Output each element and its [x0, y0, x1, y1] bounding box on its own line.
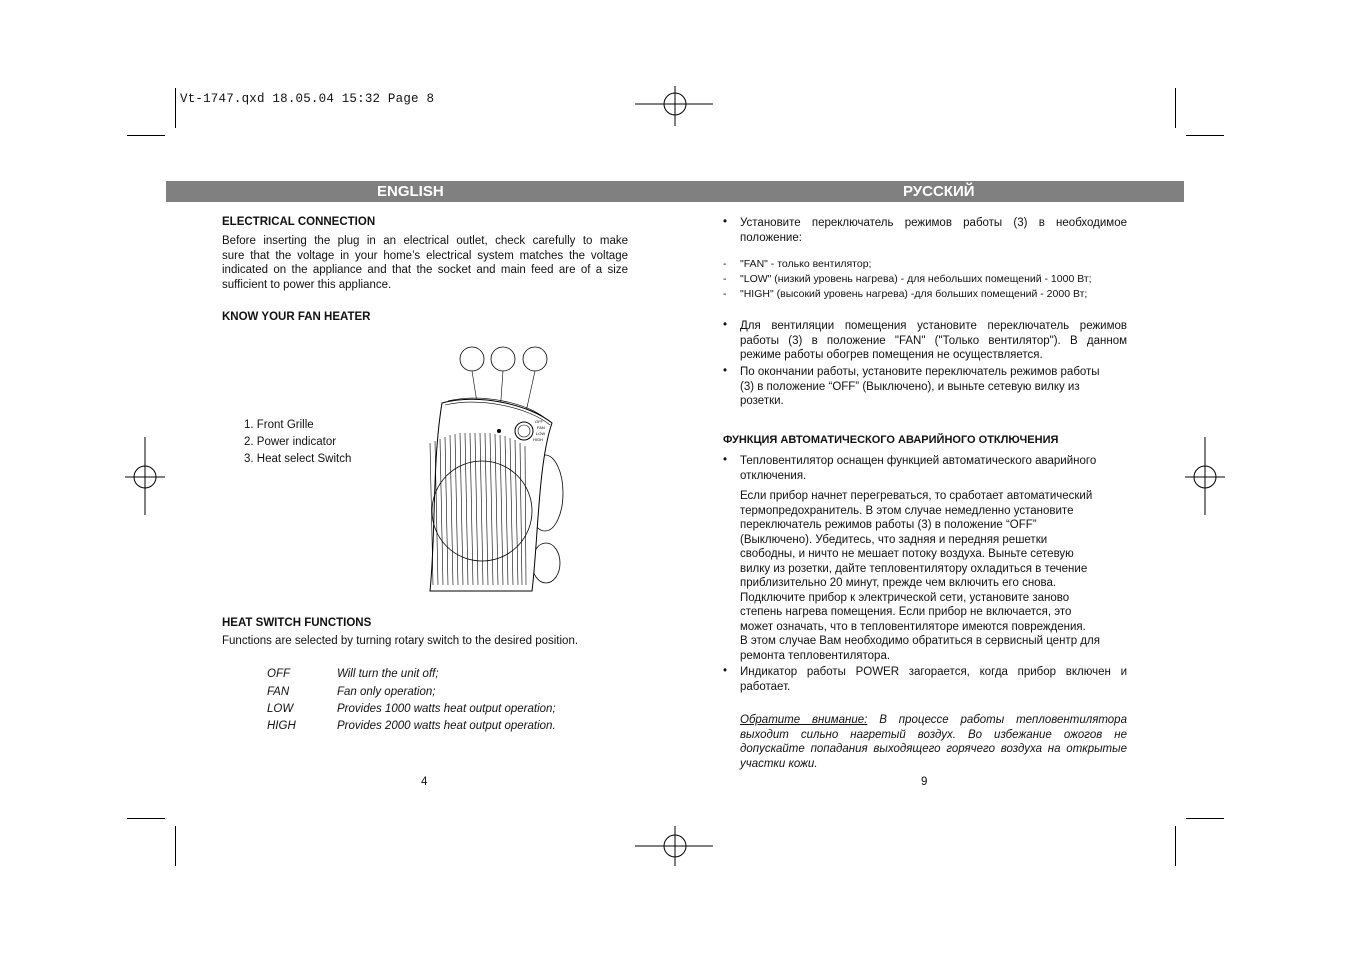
page-number-left: 4 [421, 776, 428, 788]
electrical-line-4: sufficient to power this appliance. [222, 278, 392, 291]
registration-mark-right [1185, 437, 1225, 517]
bullet-5: • [723, 665, 728, 677]
ru-overheat-line-4: (Выключено). Убедитесь, что задняя и передняя решетки [740, 533, 1048, 546]
ru-b2-line-3: режиме работы обогрев помещения не осуществляется. [740, 349, 1043, 362]
part-front-grille: 1. Front Grille [244, 419, 314, 431]
function-desc-off: Will turn the unit off; [337, 668, 439, 680]
function-desc-low: Provides 1000 watts heat output operation; [337, 703, 556, 715]
ru-overheat-line-8: Подключите прибор к электрической сети, установите заново [740, 591, 1070, 604]
registration-mark-left [125, 437, 165, 517]
dial-label-fan: FAN [537, 425, 545, 430]
bullet-1: • [723, 216, 728, 228]
ru-mode-fan: "FAN" - только вентилятор; [740, 258, 872, 270]
ru-b3-line-3: розетки. [740, 395, 784, 408]
bullet-2: • [723, 319, 728, 331]
power-indicator-icon [497, 429, 501, 433]
ru-note-line-3: допускайте попадания выходящего горячего воздуха на открытые [740, 743, 1127, 756]
function-desc-fan: Fan only operation; [337, 686, 436, 698]
note-label: Обратите внимание: [740, 714, 868, 726]
dash-2: - [723, 273, 727, 285]
registration-mark-bottom [635, 826, 715, 866]
ru-overheat-line-2: термопредохранитель. В этом случае немедленно установите [740, 504, 1074, 517]
ru-overheat-line-3: переключатель режимов работы (3) в положение “OFF” [740, 519, 1037, 531]
dial-label-high: HIGH [533, 437, 543, 442]
part-heat-select-switch: 3. Heat select Switch [244, 453, 352, 465]
file-slug: Vt-1747.qxd 18.05.04 15:32 Page 8 [180, 92, 435, 106]
ru-b1-line-2: положение: [740, 231, 802, 244]
ru-overheat-line-1: Если прибор начнет перегреваться, то сработает автоматический [740, 490, 1093, 502]
ru-b4-line-2: отключения. [740, 469, 807, 482]
ru-overheat-line-7: приблизительно 20 минут, прежде чем включить его снова. [740, 577, 1057, 589]
part-power-indicator: 2. Power indicator [244, 436, 337, 448]
function-mode-high: HIGH [267, 720, 296, 732]
ru-overheat-line-6: вилку из розетки, дайте тепловентилятору охладиться в течение [740, 562, 1088, 575]
ru-note-line-4: участки кожи. [740, 757, 818, 770]
auto-shutoff-heading: ФУНКЦИЯ АВТОМАТИЧЕСКОГО АВАРИЙНОГО ОТКЛЮЧЕНИЯ [723, 434, 1059, 446]
ru-b3-line-1: По окончании работы, установите переключатель режимов работы [740, 366, 1100, 378]
heat-switch-intro: Functions are selected by turning rotary switch to the desired position. [222, 635, 579, 647]
ru-mode-high: "HIGH" (высокий уровень нагрева) -для больших помещений - 2000 Вт; [740, 288, 1088, 300]
electrical-line-2: sure that the voltage in your home’s electrical system matches the voltage [222, 249, 628, 262]
ru-b4-line-1: Тепловентилятор оснащен функцией автоматического аварийного [740, 455, 1097, 467]
page-number-right: 9 [921, 776, 928, 788]
note-line-1-text: В процессе работы тепловентилятора [867, 714, 1127, 726]
dial-label-off: OFF [535, 419, 543, 424]
english-section-title: ENGLISH [377, 183, 444, 200]
fan-heater-illustration [410, 343, 575, 598]
electrical-line-1: Before inserting the plug in an electrical outlet, check carefully to make [222, 235, 628, 247]
dash-3: - [723, 288, 727, 300]
ru-overheat-line-11: В этом случае Вам необходимо обратиться в сервисный центр для [740, 635, 1100, 647]
ru-b3-line-2: (3) в положение “OFF” (Выключено), и выньте сетевую вилку из [740, 380, 1080, 393]
ru-note-line-1 [740, 713, 1127, 728]
electrical-line-3: indicated on the appliance and that the socket and main feed are of a size [222, 264, 628, 277]
ru-overheat-line-12: ремонта тепловентилятора. [740, 649, 891, 662]
function-desc-high: Provides 2000 watts heat output operation. [337, 720, 556, 732]
ru-mode-low: "LOW" (низкий уровень нагрева) - для небольших помещений - 1000 Вт; [740, 273, 1092, 285]
registration-mark-top [635, 86, 715, 126]
function-mode-off: OFF [267, 668, 290, 680]
know-your-fan-heater-heading: KNOW YOUR FAN HEATER [222, 311, 371, 323]
ru-b2-line-1: Для вентиляции помещения установите переключатель режимов [740, 320, 1127, 332]
ru-b5-line-2: работает. [740, 680, 791, 693]
electrical-connection-heading: ELECTRICAL CONNECTION [222, 216, 376, 228]
dial-label-low: LOW [536, 431, 546, 436]
russian-section-title: РУССКИЙ [903, 183, 975, 200]
ru-overheat-line-9: степень нагрева помещения. Если прибор не включается, это [740, 606, 1072, 618]
ru-b2-line-2: работы (3) в положение "FAN" ("Только вентилятор"). В данном [740, 334, 1127, 347]
language-header-band [166, 181, 1184, 202]
ru-note-line-2: выходит сильно нагретый воздух. Во избежание ожогов не [740, 728, 1127, 741]
heat-switch-functions-heading: HEAT SWITCH FUNCTIONS [222, 617, 372, 629]
ru-b1-line-1: Установите переключатель режимов работы (3) в необходимое [740, 217, 1127, 229]
ru-overheat-line-5: свободны, и ничто не мешает потоку воздуха. Выньте сетевую [740, 548, 1074, 560]
ru-overheat-line-10: может означать, что в тепловентиляторе имеются повреждения. [740, 620, 1086, 633]
function-mode-low: LOW [267, 703, 294, 715]
function-mode-fan: FAN [267, 686, 290, 698]
dash-1: - [723, 258, 727, 270]
bullet-3: • [723, 365, 728, 377]
ru-b5-line-1: Индикатор работы POWER загорается, когда прибор включен и [740, 666, 1127, 678]
bullet-4: • [723, 454, 728, 466]
